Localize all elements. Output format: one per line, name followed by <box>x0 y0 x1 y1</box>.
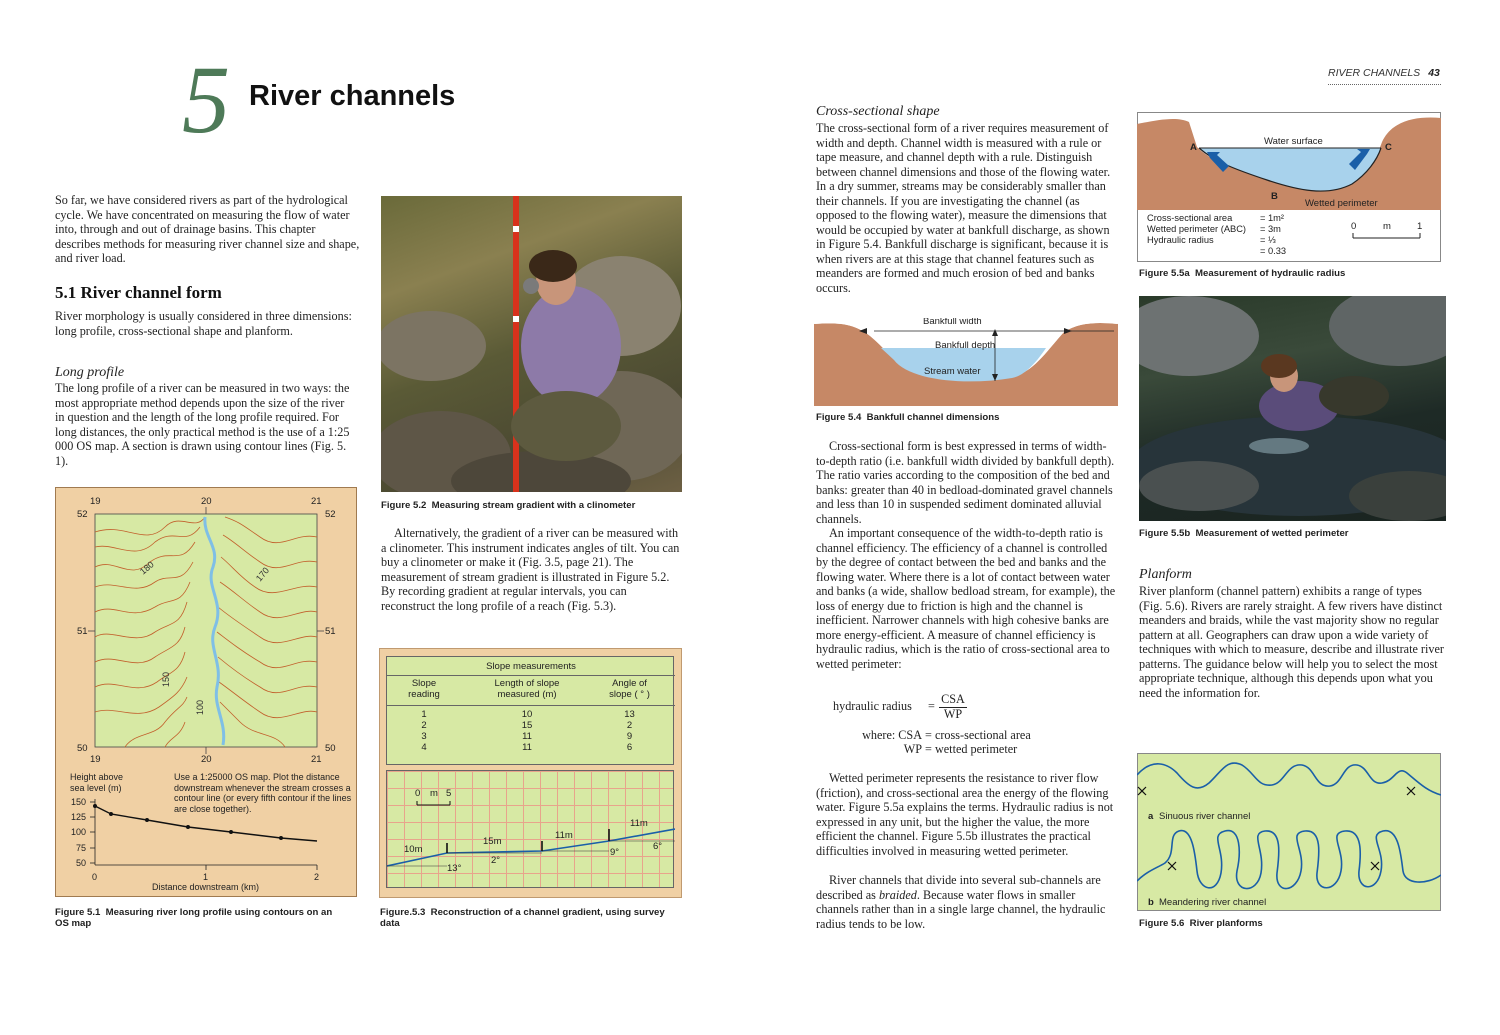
fig55a-caption-text: Measurement of hydraulic radius <box>1195 268 1346 279</box>
figure-5-2-photo <box>381 196 682 492</box>
contour-label: 100 <box>195 699 205 715</box>
running-head-label: RIVER CHANNELS <box>1328 67 1421 79</box>
figure-5-5b-photo <box>1139 296 1446 521</box>
water-surface-label: Water surface <box>1264 136 1323 147</box>
slope-table-row <box>387 731 675 742</box>
fig51-caption-number: Figure 5.1 <box>55 907 101 918</box>
planform-b-letter: b <box>1148 897 1154 908</box>
where-csa-value: = cross-sectional area <box>925 728 1031 742</box>
slope-table <box>386 656 674 765</box>
hydraulic-row-label: Cross-sectional area <box>1147 213 1233 223</box>
point-a: A <box>1190 142 1197 153</box>
fig55a-caption <box>1139 268 1439 279</box>
consequence-paragraph: An important consequence of the width-to-depth ratio is channel efficiency. The efficiency of a channel is controlled by the degree of contact between the bed and banks and the flowing water. Where there is a lot of contact between water and banks (a wide, shallow bedload stream, for example), the loss of energy due to friction is high and the channel is inefficient. Narrower channels with high cohesive banks are more energy-efficient. A measure of channel efficiency is hydraulic radius, which is the ratio of cross-sectional area to wetted perimeter: <box>816 526 1116 671</box>
braided-text-before: River channels that divide into several sub-channels are described as <box>816 873 1101 902</box>
wetted-perimeter-label: Wetted perimeter <box>1305 198 1378 209</box>
grid-label: 20 <box>201 754 212 765</box>
scale-label: 0 <box>1351 221 1357 232</box>
point-c: C <box>1385 142 1392 153</box>
fig55b-caption-text: Measurement of wetted perimeter <box>1195 528 1349 539</box>
fig51-caption-text: Measuring river long profile using contours on an OS map <box>55 907 333 929</box>
angle-label: 6° <box>653 841 663 852</box>
slope-table-cell: 2 <box>626 720 633 731</box>
grid-label: 20 <box>201 496 212 507</box>
hydraulic-row <box>1147 235 1347 246</box>
x-tick: 1 <box>203 872 209 882</box>
photo-scene <box>381 196 682 492</box>
figure-5-6-svg <box>1137 753 1441 911</box>
x-tick: 0 <box>92 872 98 882</box>
length-label: 11m <box>630 818 648 829</box>
planform-a-letter: a <box>1148 811 1154 822</box>
where-wp <box>858 742 1118 757</box>
x-axis-label: Distance downstream (km) <box>152 882 260 892</box>
slope-table-title: Slope measurements <box>486 661 576 672</box>
y-tick: 50 <box>76 858 87 868</box>
planform-b-text: Meandering river channel <box>1159 897 1267 908</box>
formula-lhs: hydraulic radius <box>833 699 912 713</box>
grid-label: 19 <box>90 754 101 765</box>
fig52-caption <box>381 500 681 511</box>
fig56-caption-text: River planforms <box>1189 918 1263 929</box>
hydraulic-row-label: Wetted perimeter (ABC) <box>1147 224 1247 234</box>
braided-paragraph <box>816 873 1118 931</box>
long-profile-heading: Long profile <box>55 365 125 380</box>
where-wp-label: WP <box>903 742 922 756</box>
bankfull-width-label: Bankfull width <box>923 318 982 327</box>
scale-label: 0 <box>415 788 421 799</box>
scale-label: 5 <box>446 788 452 799</box>
formula <box>833 692 1113 722</box>
photo-scene-5-5b <box>1139 296 1446 521</box>
y-tick: 75 <box>76 843 87 853</box>
hydraulic-row-value: = ⅓ <box>1260 235 1276 245</box>
hydraulic-row-value: = 0.33 <box>1260 246 1287 256</box>
figure-5-5a <box>1137 112 1441 262</box>
length-label: 10m <box>404 844 423 855</box>
chapter-title: River channels <box>249 80 456 112</box>
contour-label: 180 <box>137 559 156 577</box>
cross-sectional-heading: Cross-sectional shape <box>816 104 940 119</box>
slope-table-cell: 2 <box>421 720 427 731</box>
fig55b-caption-number: Figure 5.5b <box>1139 528 1191 539</box>
slope-table-cell: 10 <box>521 709 533 720</box>
cross-sectional-text: The cross-sectional form of a river requires measurement of width and depth. Channel width is measured with a rule or tape measure, and channel depth with a rule. Distinguish between channel dimensions and those of the flowing water. In a dry summer, streams may be considerably smaller than their channels. If you are investigating the channel (as opposed to the flowing water), measure the dimensions that would be occupied by water at bankfull discharge, as shown in Figure 5.4. Bankfull discharge is significant, because it is when rivers are at this stage that channel features such as meanders are formed and much erosion of bed and banks occurs. <box>816 121 1111 295</box>
scale-label: m <box>430 788 438 799</box>
section-heading-5-1: 5.1 River channel form <box>55 283 222 302</box>
grid-label: 52 <box>325 509 336 520</box>
grid-label: 21 <box>311 754 322 765</box>
fig53-caption-text: Reconstruction of a channel gradient, using survey data <box>380 907 665 929</box>
page-number: 43 <box>1428 67 1440 79</box>
grid-label: 50 <box>77 743 88 754</box>
length-label: 15m <box>483 836 502 847</box>
header-angle: Angle of slope ( ° ) <box>609 678 650 700</box>
slope-table-cell: 1 <box>421 709 427 720</box>
planform-a-text: Sinuous river channel <box>1159 811 1251 822</box>
slope-table-cell: 3 <box>421 731 427 742</box>
fig51-ylabel: Height above sea level (m) <box>70 772 124 793</box>
wetted-paragraph: Wetted perimeter represents the resistance to river flow (friction), and cross-sectional area the energy of the flowing water. Figure 5.5a explains the terms. Hydraulic radius is not expressed in any unit, but the higher the value, the more efficient the channel. Figure 5.5b illustrates the practical difficulties involved in measuring wetted perimeter. <box>816 771 1114 858</box>
scale-label: 1 <box>1417 221 1423 232</box>
slope-table-cell: 15 <box>521 720 533 731</box>
hydraulic-row <box>1147 213 1347 224</box>
fig55a-caption-number: Figure 5.5a <box>1139 268 1190 279</box>
slope-table-cell: 9 <box>626 731 633 742</box>
header-slope-reading: Slope reading <box>408 678 440 700</box>
fig53-caption <box>380 907 680 929</box>
alternatively-paragraph: Alternatively, the gradient of a river can be measured with a clinometer. This instrument indicates angles of tilt. You can buy a clinometer or make it (Fig. 3.5, page 21). The measurement of stream gradient is illustrated in Figure 5.2. By recording gradient at regular intervals, you can reconstruct the long profile of a reach (Fig. 5.3). <box>381 526 680 613</box>
angle-label: 9° <box>610 847 620 858</box>
contour-label: 150 <box>161 671 171 687</box>
point-b: B <box>1271 191 1278 202</box>
fig56-caption <box>1139 918 1439 929</box>
y-tick: 100 <box>71 827 87 837</box>
figure-5-4 <box>814 318 1118 406</box>
slope-table-row <box>387 720 675 731</box>
cs-form-paragraph: Cross-sectional form is best expressed in terms of width-to-depth ratio (i.e. bankfull width divided by bankfull depth). The ratio varies according to the composition of the bed and banks: greater than 40 in bedload-dominated gravel channels and less than 10 in suspended sediment dominated alluvial channels. <box>816 439 1115 526</box>
where-csa <box>858 728 1118 743</box>
planform-heading: Planform <box>1139 567 1192 582</box>
contour-label: 170 <box>253 565 272 584</box>
gradient-svg <box>387 771 675 889</box>
figure-5-6 <box>1137 753 1441 911</box>
slope-table-cell: 4 <box>421 742 427 753</box>
braided-text-after: . Because water flows in smaller channels rather than in a single large channel, the hydraulic radius tends to be low. <box>816 887 1106 931</box>
angle-label: 2° <box>491 855 501 866</box>
hydraulic-radius-rows <box>1147 213 1347 257</box>
y-tick: 150 <box>71 797 87 807</box>
grid-label: 51 <box>77 626 88 637</box>
where-csa-label: where: CSA <box>862 728 922 742</box>
section-5-1-text: River morphology is usually considered in three dimensions: long profile, cross-sectional shape and planform. <box>55 309 352 338</box>
hydraulic-row-value: = 3m <box>1260 224 1281 234</box>
formula-eq: = <box>928 699 935 713</box>
formula-num: CSA <box>939 692 967 708</box>
fig51-note: Use a 1:25000 OS map. Plot the distance downstream whenever the stream crosses a contour line (or every fifth contour if the lines are close together). <box>174 772 352 814</box>
running-head <box>1328 63 1441 85</box>
header-length: Length of slope measured (m) <box>494 678 560 700</box>
length-label: 11m <box>555 830 573 841</box>
slope-table-cell: 11 <box>522 731 532 742</box>
fig55b-caption <box>1139 528 1439 539</box>
formula-den: WP <box>943 707 963 721</box>
fig53-caption-number: Figure.5.3 <box>380 907 426 918</box>
fig54-caption-text: Bankfull channel dimensions <box>866 412 1000 423</box>
hydraulic-row-value: = 1m² <box>1260 213 1285 223</box>
stream-water-label: Stream water <box>924 366 981 377</box>
fig54-caption <box>816 412 1116 423</box>
fig51-caption <box>55 907 345 929</box>
fig56-caption-number: Figure 5.6 <box>1139 918 1185 929</box>
slope-table-row <box>387 742 675 753</box>
figure-5-1 <box>55 487 357 897</box>
grid-label: 52 <box>77 509 88 520</box>
long-profile-text: The long profile of a river can be measured in two ways: the most appropriate method depends upon the size of the river in question and the length of the long profile required. For long distances, the only practical method is the use of a 1:25 000 OS map. A section is drawn using contour lines (Fig. 5. 1). <box>55 381 350 468</box>
figure-5-1-svg <box>55 487 357 897</box>
grid-label: 21 <box>311 496 322 507</box>
figure-5-4-svg <box>814 318 1118 406</box>
y-tick: 125 <box>71 812 87 822</box>
fig52-caption-text: Measuring stream gradient with a clinometer <box>431 500 636 511</box>
hydraulic-row <box>1147 246 1347 257</box>
braided-word: braided <box>878 887 917 902</box>
intro-paragraph: So far, we have considered rivers as part of the hydrological cycle. We have concentrated on measuring the flow of water into, through and out of drainage basins. This chapter describes methods for measuring river channel size and shape, and river load. <box>55 193 360 265</box>
bankfull-depth-label: Bankfull depth <box>935 340 996 351</box>
hydraulic-row <box>1147 224 1347 235</box>
where-wp-value: = wetted perimeter <box>925 742 1018 756</box>
fig52-caption-number: Figure 5.2 <box>381 500 427 511</box>
slope-table-cell: 13 <box>624 709 635 720</box>
slope-table-row <box>387 709 675 720</box>
figure-5-3 <box>379 648 682 898</box>
grid-label: 19 <box>90 496 101 507</box>
slope-rows <box>387 709 675 753</box>
x-tick: 2 <box>314 872 320 882</box>
gradient-grid <box>386 770 674 888</box>
grid-label: 50 <box>325 743 336 754</box>
chapter-number: 5 <box>182 46 230 153</box>
slope-table-cell: 11 <box>522 742 532 753</box>
planform-text: River planform (channel pattern) exhibits a range of types (Fig. 5.6). Rivers are rarely straight. A few rivers have distinct meanders and braids, while the vast majority show no regular pattern at all. Geographers can draw upon a wide variety of techniques with which to measure, describe and illustrate river patterns. The guidance below will help you to select the most appropriate technique, although this depends upon what you need the information for. <box>1139 584 1444 700</box>
fig54-caption-number: Figure 5.4 <box>816 412 862 423</box>
grid-label: 51 <box>325 626 336 637</box>
scale-label: m <box>1383 221 1391 232</box>
slope-table-cell: 6 <box>626 742 633 753</box>
hydraulic-row-label: Hydraulic radius <box>1147 235 1214 245</box>
angle-label: 13° <box>447 863 462 874</box>
